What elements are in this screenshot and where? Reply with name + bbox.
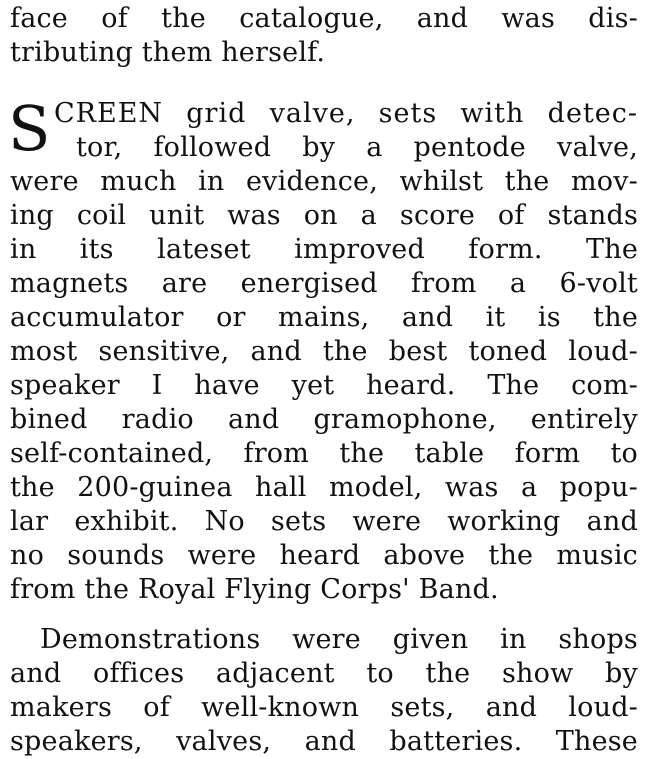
- text-line: tributing them herself.: [10, 37, 326, 68]
- text-line: magnets are energised from a 6-volt: [10, 268, 638, 299]
- text-line: were much in evidence, whilst the mov-: [10, 166, 638, 197]
- text-line: Demonstrations were given in shops: [40, 624, 638, 655]
- text-line: in its lateset improved form. The: [10, 234, 638, 265]
- text-line: self-contained, from the table form to: [10, 438, 638, 469]
- text-line: most sensitive, and the best toned loud-: [10, 336, 638, 367]
- text-line: ing coil unit was on a score of stands: [10, 200, 638, 231]
- text-line: makers of well-known sets, and loud-: [10, 692, 638, 723]
- text-line: from the Royal Flying Corps' Band.: [10, 574, 499, 605]
- text-line: and offices adjacent to the show by: [10, 658, 638, 689]
- text-line: no sounds were heard above the music: [10, 540, 638, 571]
- text-line: CREEN grid valve, sets with detec-: [54, 98, 638, 129]
- text-line: lar exhibit. No sets were working and: [10, 506, 638, 537]
- drop-cap: S: [8, 92, 51, 165]
- text-line: speaker I have yet heard. The com-: [10, 370, 638, 401]
- text-line: the 200-guinea hall model, was a popu-: [10, 472, 638, 503]
- text-line: face of the catalogue, and was dis-: [10, 3, 638, 34]
- text-line: accumulator or mains, and it is the: [10, 302, 638, 333]
- text-line: speakers, valves, and batteries. These: [10, 726, 638, 757]
- text-line: tor, followed by a pentode valve,: [76, 132, 638, 163]
- text-line: bined radio and gramophone, entirely: [10, 404, 638, 435]
